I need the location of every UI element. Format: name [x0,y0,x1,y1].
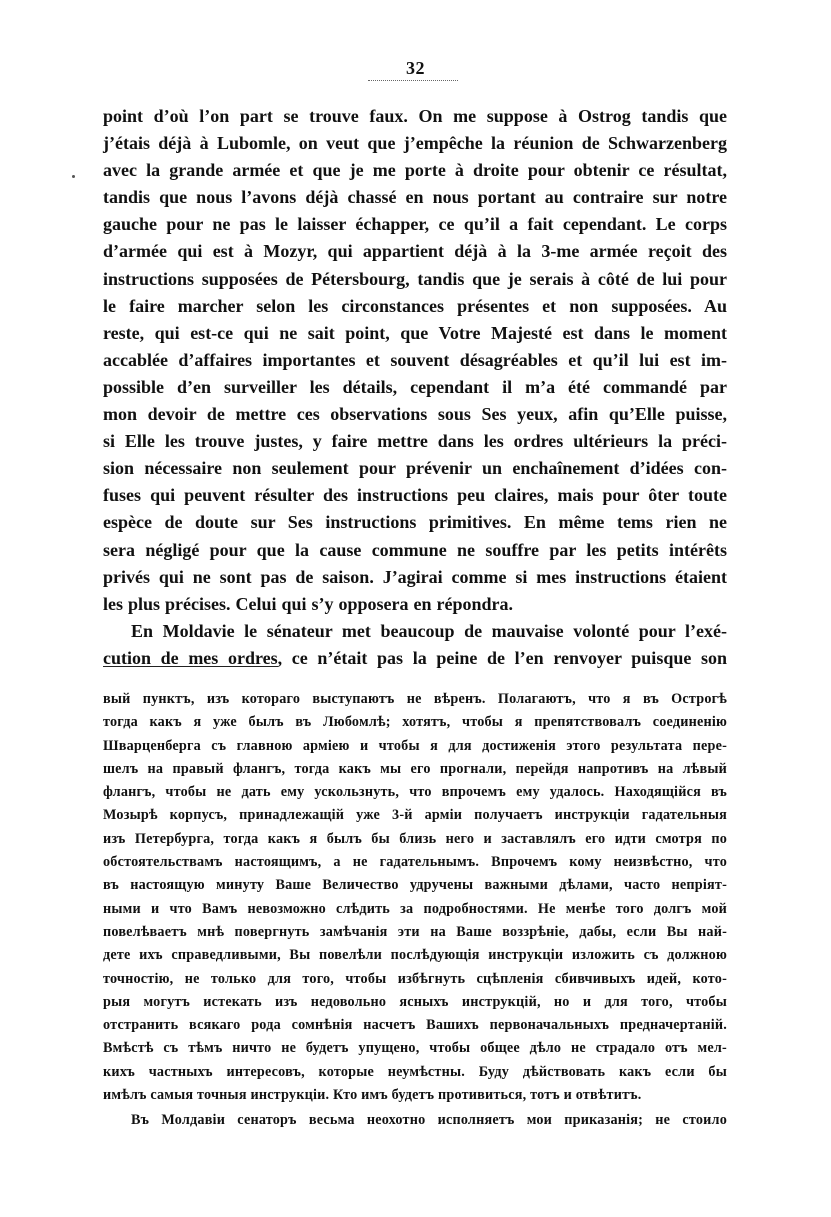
main-text-line: instructions supposées de Pétersbourg, tandis que je serais à côté de lui pour [103,268,727,289]
footnote-paragraph-1 [103,688,727,1107]
main-text-line: sera négligé pour que la cause commune ne souffre par les petits intérêts [103,539,727,560]
footnote-line: отстранить всякаго рода сомнѣнія насчетъ Вашихъ первоначальныхъ предначертаній. [103,1017,727,1034]
footnote-paragraph-2 [103,1109,727,1132]
margin-mark [72,175,75,178]
main-text-line: En Moldavie le sénateur met beaucoup de mauvaise volonté pour l’exé- [131,620,727,641]
footnote-line: вый пунктъ, изъ котораго выступаютъ не вѣренъ. Полагаютъ, что я въ Острогѣ [103,691,727,707]
main-text-line: si Elle les trouve justes, y faire mettre dans les ordres ultérieurs la préci- [103,431,727,452]
footnote-line: имѣлъ самыя точныя инструкціи. Кто имъ будетъ противиться, тотъ и отвѣтитъ. [103,1087,642,1104]
main-text-line: sion nécessaire non seulement pour prévenir un enchaînement d’idées con- [103,458,727,479]
footnote-line: въ настоящую минуту Ваше Величество удручены важными дѣлами, часто непріят- [103,877,727,894]
main-text-line: tandis que nous l’avons déjà chassé en nous portant au contraire sur notre [103,187,727,208]
main-text-line: accablée d’affaires importantes et souvent désagréables et qu’il lui est im- [103,349,727,370]
footnote-line: повелѣваетъ мнѣ повергнуть замѣчанія эти на Ваше воззрѣніе, дабы, если Вы най- [103,923,727,940]
main-text-line: cution de mes ordres, ce n’était pas la peine de l’en renvoyer puisque son [103,647,727,668]
footnote-line: тогда какъ я уже былъ въ Любомлѣ; хотятъ, чтобы я препятствовалъ соединенію [103,714,727,731]
main-text-line: j’étais déjà à Lubomle, on veut que j’empêche la réunion de Schwarzenberg [103,133,727,154]
footnote-line: ными и что Вамъ невозможно слѣдить за подробностями. Не менѣе того долгъ мой [103,900,727,917]
main-text-line: le faire marcher selon les circonstances présentes et non supposées. Au [103,295,727,316]
footnote-line: точностію, не только для того, чтобы избѣгнуть сцѣпленія сбивчивыхъ идей, кото- [103,970,727,987]
page-number: 32 [406,58,425,78]
main-text-line: avec la grande armée et que je me porte à droite pour obtenir ce résultat, [103,160,727,181]
footnote-line: рыя могутъ истекать изъ недовольно ясныхъ инструкцій, но и для того, чтобы [103,993,727,1010]
footnote-line: флангъ, чтобы не дать ему ускользнуть, что впрочемъ ему удалось. Находящійся въ [103,784,727,801]
main-text [103,103,727,672]
footnote-line: кихъ частныхъ интересовъ, которые неумѣстны. Буду дѣйствовать какъ если бы [103,1063,727,1080]
footnote-line: Шварценберга съ главною арміею и чтобы я для достиженія этого результата пере- [103,737,727,754]
main-paragraph-2 [103,618,727,672]
footnote-line: дете ихъ справедливыми, Вы повелѣли послѣдующія инструкціи изложить съ должною [103,947,727,964]
main-text-line: d’armée qui est à Mozyr, qui appartient déjà à la 3-me armée reçoit des [103,241,727,262]
footnote [103,688,727,1133]
footnote-line: Въ Молдавіи сенаторъ весьма неохотно исполняетъ мои приказанія; не стоило [131,1112,727,1129]
main-text-line: les plus précises. Celui qui s’y opposera en répondra. [103,593,514,614]
footnote-line: Вмѣстѣ съ тѣмъ ничто не будетъ упущено, чтобы общее дѣло не страдало отъ мел- [103,1040,727,1057]
main-text-line: reste, qui est-ce qui ne sait point, que Votre Majesté est dans le moment [103,322,727,343]
footnote-line: обстоятельствамъ настоящимъ, а не гадательнымъ. Впрочемъ кому неизвѣстно, что [103,854,727,871]
footnote-line: шелъ на правый флангъ, тогда какъ мы его прогнали, перейдя напротивъ на лѣвый [103,760,727,777]
main-text-line: possible d’en surveiller les détails, cependant il m’a été commandé par [103,376,727,397]
main-paragraph-1 [103,103,727,618]
main-text-line: point d’où l’on part se trouve faux. On me suppose à Ostrog tandis que [103,106,727,126]
footnote-line: изъ Петербурга, тогда какъ я былъ бы близь него и заставлялъ его идти смотря по [103,830,727,847]
footnote-line: Мозырѣ корпусъ, принадлежащій уже 3-й арміи получаетъ инструкціи гадательныя [103,807,727,824]
page-number-rule [368,80,458,81]
main-text-line: mon devoir de mettre ces observations sous Ses yeux, afin qu’Elle puisse, [103,404,727,425]
main-text-line: fuses qui peuvent résulter des instructions peu claires, mais pour ôter toute [103,485,727,506]
footnote-rule [103,666,278,667]
main-text-line: privés qui ne sont pas de saison. J’agirai comme si mes instructions étaient [103,566,727,587]
main-text-line: espèce de doute sur Ses instructions primitives. En même tems rien ne [103,512,727,533]
main-text-line: gauche pour ne pas le laisser échapper, ce qu’il a fait cependant. Le corps [103,214,727,235]
